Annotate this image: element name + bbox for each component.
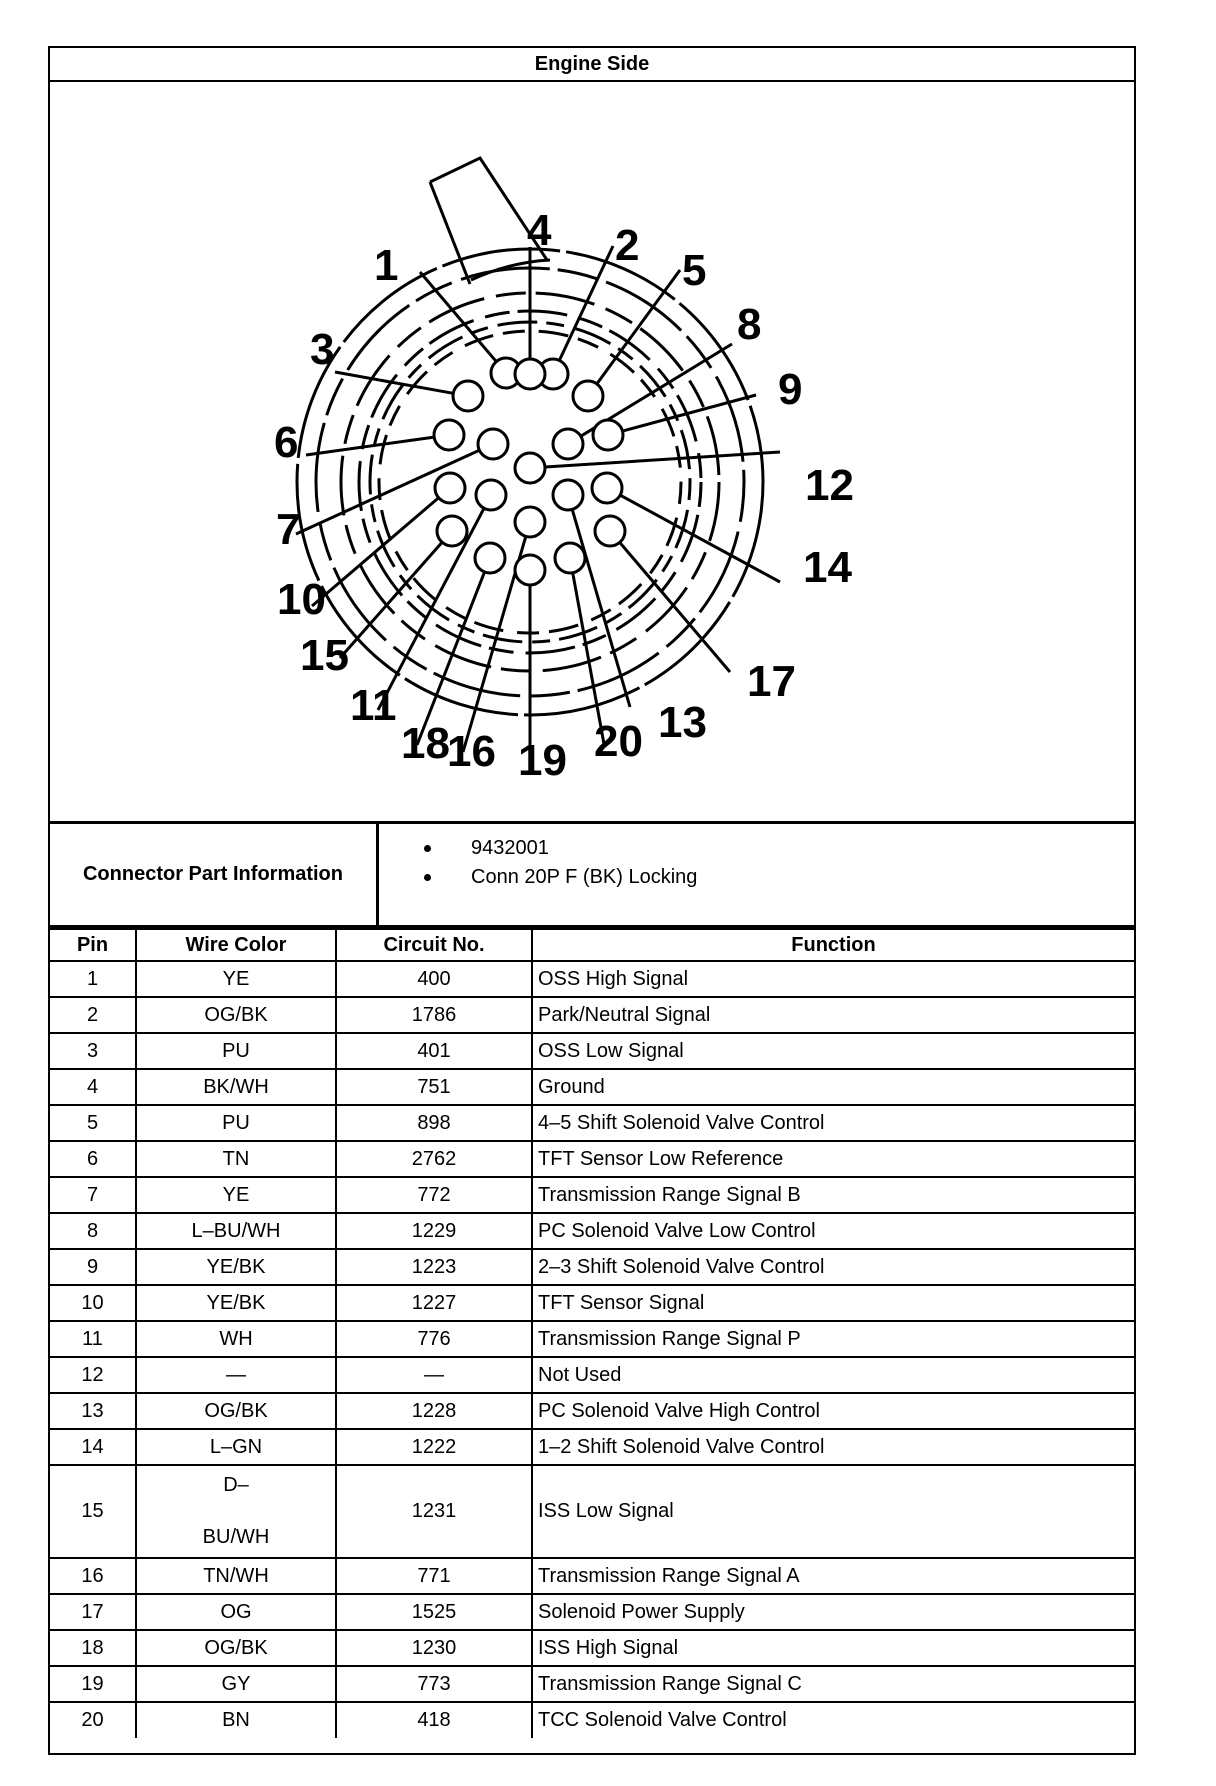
callout-line-1 [420, 272, 496, 362]
pin-cell: 7 [50, 1177, 136, 1213]
pin-socket-15 [437, 516, 467, 546]
pin-cell: 20 [50, 1702, 136, 1738]
table-row [50, 1558, 1134, 1594]
table-row [50, 1393, 1134, 1429]
circuit-cell: 2762 [336, 1141, 532, 1177]
function-cell: Not Used [532, 1357, 1134, 1393]
table-row [50, 1285, 1134, 1321]
function-cell: 2–3 Shift Solenoid Valve Control [532, 1249, 1134, 1285]
wire-color-cell: PU [136, 1105, 336, 1141]
bullet-icon [424, 874, 431, 881]
function-cell: Park/Neutral Signal [532, 997, 1134, 1033]
pin-cell: 12 [50, 1357, 136, 1393]
function-cell: Ground [532, 1069, 1134, 1105]
circuit-cell: 401 [336, 1033, 532, 1069]
connector-diagram [50, 82, 1134, 824]
function-cell: Transmission Range Signal P [532, 1321, 1134, 1357]
pin-cell: 9 [50, 1249, 136, 1285]
pin-label-17: 17 [747, 657, 796, 706]
wire-color-cell: L–GN [136, 1429, 336, 1465]
pin-cell: 2 [50, 997, 136, 1033]
pin-socket-7 [478, 429, 508, 459]
function-cell: Transmission Range Signal C [532, 1666, 1134, 1702]
pin-socket-5 [573, 381, 603, 411]
function-cell: TCC Solenoid Valve Control [532, 1702, 1134, 1738]
circuit-cell: 1222 [336, 1429, 532, 1465]
pin-socket-3 [453, 381, 483, 411]
pin-label-3: 3 [310, 325, 335, 374]
wire-color-cell: OG/BK [136, 1630, 336, 1666]
pin-label-10: 10 [277, 575, 326, 624]
pin-label-5: 5 [682, 246, 707, 295]
pin-label-2: 2 [615, 221, 640, 270]
info-item [424, 834, 1134, 863]
callout-line-5 [597, 270, 680, 384]
wire-color-cell: YE/BK [136, 1285, 336, 1321]
function-cell: 4–5 Shift Solenoid Valve Control [532, 1105, 1134, 1141]
header-pin: Pin [50, 929, 136, 961]
function-cell: Transmission Range Signal A [532, 1558, 1134, 1594]
circuit-cell: 773 [336, 1666, 532, 1702]
pin-cell: 14 [50, 1429, 136, 1465]
pin-socket-19 [515, 555, 545, 585]
wire-color-cell: TN/WH [136, 1558, 336, 1594]
wire-color-cell: OG/BK [136, 997, 336, 1033]
function-cell: ISS High Signal [532, 1630, 1134, 1666]
pin-socket-13 [553, 480, 583, 510]
pin-cell: 19 [50, 1666, 136, 1702]
wire-color-cell: TN [136, 1141, 336, 1177]
pin-label-18: 18 [401, 719, 450, 768]
wire-color-cell: BK/WH [136, 1069, 336, 1105]
wire-color-cell [136, 1465, 336, 1558]
pin-label-8: 8 [737, 300, 762, 349]
callout-line-3 [335, 372, 453, 393]
wire-color-cell: — [136, 1357, 336, 1393]
pin-cell: 10 [50, 1285, 136, 1321]
table-row [50, 1465, 1134, 1558]
circuit-cell: 1231 [336, 1465, 532, 1558]
callout-line-11 [378, 508, 484, 710]
wire-color-cell: L–BU/WH [136, 1213, 336, 1249]
circuit-cell: — [336, 1357, 532, 1393]
header-wire-color: Wire Color [136, 929, 336, 961]
wire-color-cell: WH [136, 1321, 336, 1357]
circuit-cell: 1229 [336, 1213, 532, 1249]
pin-cell: 17 [50, 1594, 136, 1630]
function-cell: TFT Sensor Signal [532, 1285, 1134, 1321]
table-row [50, 1033, 1134, 1069]
function-cell: 1–2 Shift Solenoid Valve Control [532, 1429, 1134, 1465]
circuit-cell: 1227 [336, 1285, 532, 1321]
circuit-cell: 776 [336, 1321, 532, 1357]
wire-color-cell: OG/BK [136, 1393, 336, 1429]
function-cell: OSS High Signal [532, 961, 1134, 997]
wire-color-cell: BN [136, 1702, 336, 1738]
pin-socket-6 [434, 420, 464, 450]
connector-face-svg [50, 82, 1134, 821]
wire-color-cell: GY [136, 1666, 336, 1702]
pin-cell: 3 [50, 1033, 136, 1069]
pin-label-6: 6 [274, 418, 299, 467]
pin-socket-8 [553, 429, 583, 459]
pin-label-12: 12 [805, 461, 854, 510]
pin-socket-12 [515, 453, 545, 483]
table-row [50, 961, 1134, 997]
pinout-table [50, 928, 1134, 1738]
pin-label-4: 4 [527, 206, 552, 255]
wire-color-cell: YE/BK [136, 1249, 336, 1285]
pin-cell: 8 [50, 1213, 136, 1249]
callout-line-6 [306, 437, 434, 455]
function-cell: Transmission Range Signal B [532, 1177, 1134, 1213]
page-title: Engine Side [50, 48, 1134, 82]
function-cell: PC Solenoid Valve Low Control [532, 1213, 1134, 1249]
pin-socket-14 [592, 473, 622, 503]
pin-label-20: 20 [594, 717, 643, 766]
wire-color-cell: OG [136, 1594, 336, 1630]
table-row [50, 997, 1134, 1033]
pin-label-13: 13 [658, 698, 707, 747]
table-row [50, 1321, 1134, 1357]
connector-description: Conn 20P F (BK) Locking [471, 866, 698, 888]
table-row [50, 1357, 1134, 1393]
pin-socket-4 [515, 359, 545, 389]
table-row [50, 1594, 1134, 1630]
part-number: 9432001 [471, 837, 549, 859]
connector-part-information [50, 824, 1134, 928]
connector-sheet [48, 46, 1136, 1755]
circuit-cell: 1230 [336, 1630, 532, 1666]
circuit-cell: 771 [336, 1558, 532, 1594]
pin-label-7: 7 [276, 505, 301, 554]
pin-cell: 16 [50, 1558, 136, 1594]
pin-label-9: 9 [778, 365, 803, 414]
pin-cell: 15 [50, 1465, 136, 1558]
function-cell: PC Solenoid Valve High Control [532, 1393, 1134, 1429]
pin-label-15: 15 [300, 631, 349, 680]
circuit-cell: 1228 [336, 1393, 532, 1429]
pin-socket-20 [555, 543, 585, 573]
table-row [50, 1630, 1134, 1666]
pin-cell: 11 [50, 1321, 136, 1357]
pin-socket-10 [435, 473, 465, 503]
table-row [50, 1702, 1134, 1738]
function-cell: OSS Low Signal [532, 1033, 1134, 1069]
pin-socket-16 [515, 507, 545, 537]
circuit-cell: 418 [336, 1702, 532, 1738]
table-row [50, 1177, 1134, 1213]
circuit-cell: 751 [336, 1069, 532, 1105]
pin-cell: 18 [50, 1630, 136, 1666]
pin-cell: 1 [50, 961, 136, 997]
table-header-row [50, 929, 1134, 961]
wire-color-bottom: BU/WH [202, 1526, 270, 1548]
pin-label-11: 11 [350, 681, 397, 730]
pin-cell: 4 [50, 1069, 136, 1105]
circuit-cell: 1786 [336, 997, 532, 1033]
circuit-cell: 772 [336, 1177, 532, 1213]
function-cell: TFT Sensor Low Reference [532, 1141, 1134, 1177]
table-row [50, 1105, 1134, 1141]
info-item [424, 863, 1134, 892]
wire-color-cell: PU [136, 1033, 336, 1069]
function-cell: ISS Low Signal [532, 1465, 1134, 1558]
pin-label-16: 16 [447, 727, 496, 776]
table-row [50, 1213, 1134, 1249]
table-row [50, 1141, 1134, 1177]
pin-label-1: 1 [374, 241, 399, 290]
circuit-cell: 898 [336, 1105, 532, 1141]
header-function: Function [532, 929, 1134, 961]
callout-line-17 [620, 542, 730, 672]
pin-cell: 6 [50, 1141, 136, 1177]
connector-info-list [379, 824, 1134, 925]
wire-color-top: D– [223, 1474, 249, 1496]
connector-info-label: Connector Part Information [50, 824, 379, 925]
circuit-cell: 400 [336, 961, 532, 997]
pin-socket-9 [593, 420, 623, 450]
bullet-icon [424, 845, 431, 852]
circuit-cell: 1525 [336, 1594, 532, 1630]
pin-socket-18 [475, 543, 505, 573]
pin-socket-17 [595, 516, 625, 546]
function-cell: Solenoid Power Supply [532, 1594, 1134, 1630]
table-row [50, 1429, 1134, 1465]
table-row [50, 1666, 1134, 1702]
wire-color-cell: YE [136, 961, 336, 997]
pin-socket-11 [476, 480, 506, 510]
pin-cell: 5 [50, 1105, 136, 1141]
wire-color-cell: YE [136, 1177, 336, 1213]
circuit-cell: 1223 [336, 1249, 532, 1285]
pin-cell: 13 [50, 1393, 136, 1429]
table-row [50, 1069, 1134, 1105]
header-circuit: Circuit No. [336, 929, 532, 961]
table-row [50, 1249, 1134, 1285]
pin-label-14: 14 [803, 543, 852, 592]
pin-label-19: 19 [518, 736, 567, 785]
